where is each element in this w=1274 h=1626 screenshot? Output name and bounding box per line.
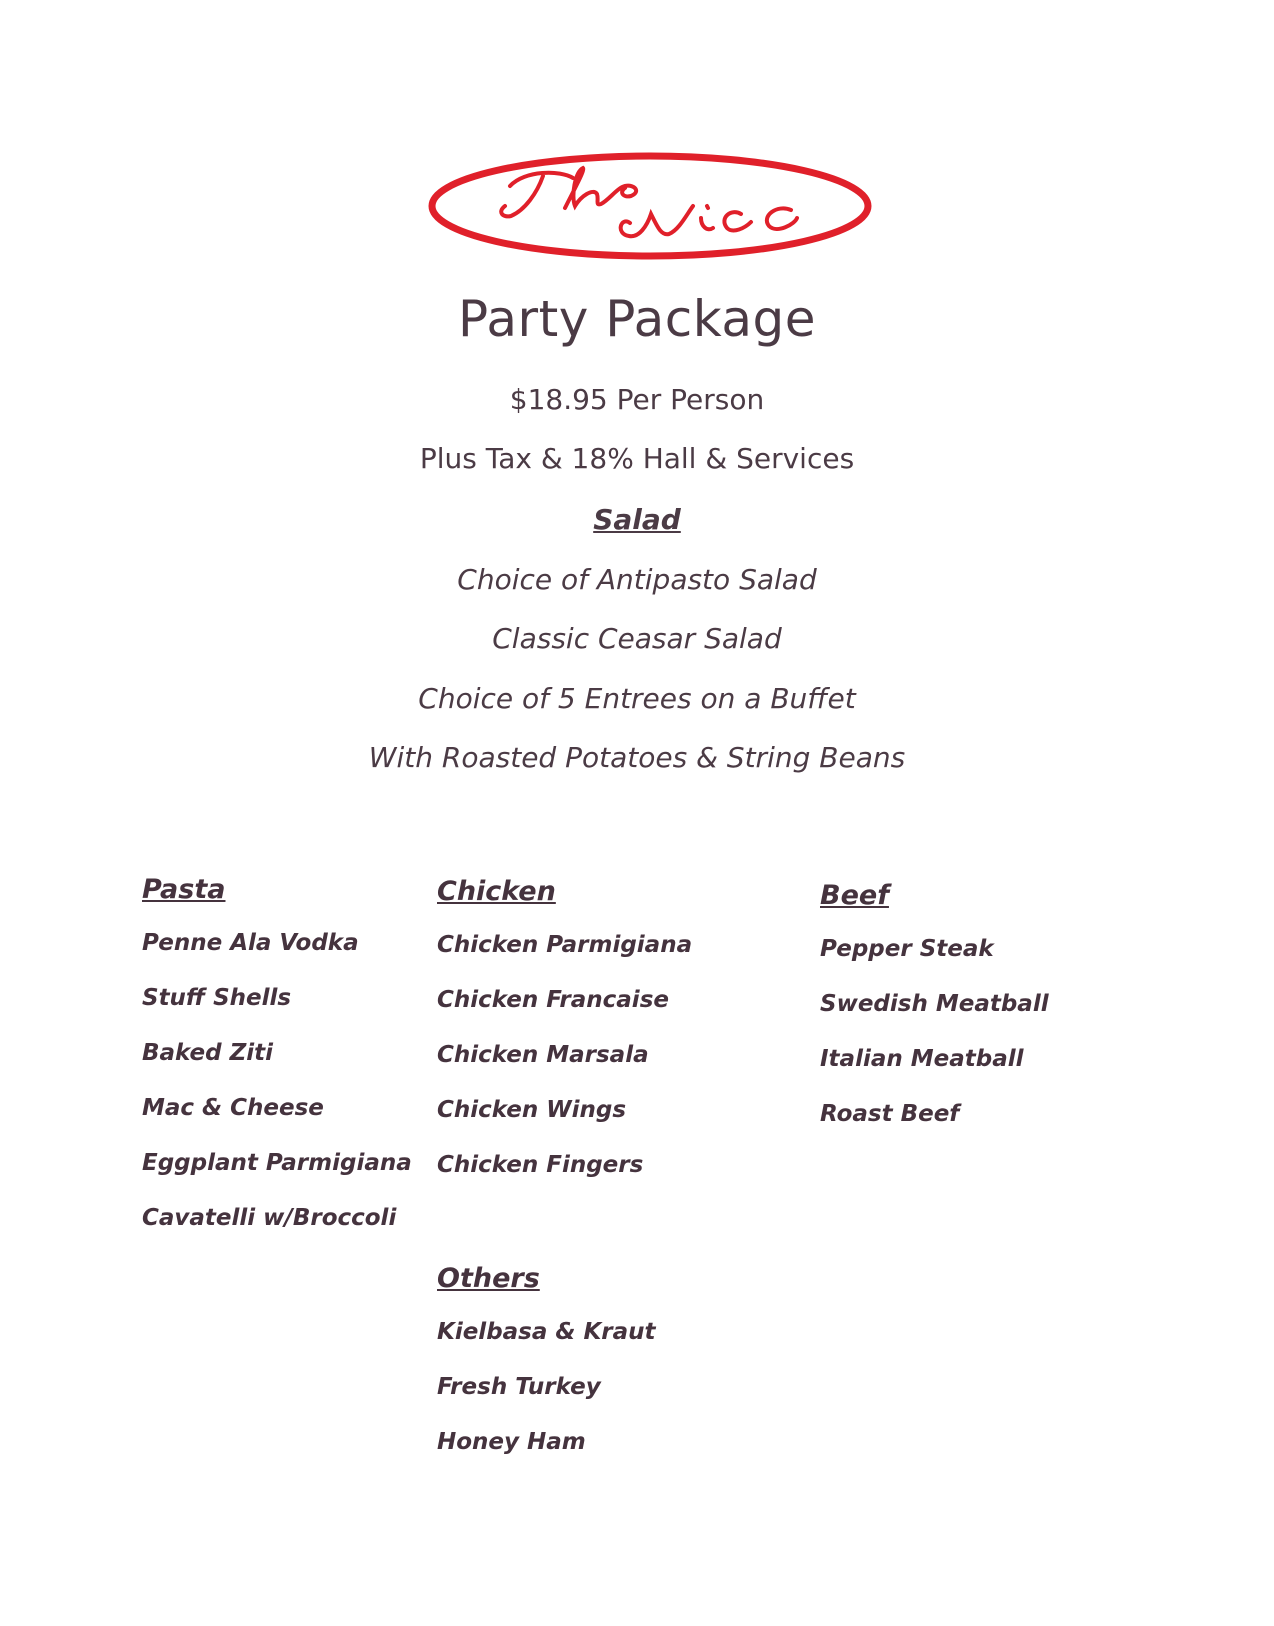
menu-item: Fresh Turkey <box>437 1374 601 1400</box>
pasta-heading: Pasta <box>142 874 226 905</box>
menu-item: Cavatelli w/Broccoli <box>142 1205 397 1231</box>
pasta-section <box>142 874 412 1258</box>
menu-item: Chicken Wings <box>437 1097 627 1123</box>
others-list <box>437 1317 656 1482</box>
chicken-section <box>437 876 692 1205</box>
others-section <box>437 1263 656 1482</box>
menu-item: Penne Ala Vodka <box>142 930 359 956</box>
the-vic-logo <box>425 148 875 264</box>
menu-item: Mac & Cheese <box>142 1095 324 1121</box>
salad-heading: Salad <box>593 503 681 536</box>
sides-line: With Roasted Potatoes & String Beans <box>368 741 906 774</box>
menu-item: Pepper Steak <box>820 936 994 962</box>
menu-item: Swedish Meatball <box>820 991 1049 1017</box>
menu-item: Chicken Francaise <box>437 987 669 1013</box>
entrees-line: Choice of 5 Entrees on a Buffet <box>418 682 856 715</box>
menu-item: Chicken Marsala <box>437 1042 649 1068</box>
beef-section <box>820 880 1049 1154</box>
price-per-person: $18.95 Per Person <box>509 383 765 416</box>
beef-list <box>820 934 1049 1154</box>
pasta-list <box>142 928 412 1258</box>
page-title: Party Package <box>458 290 816 348</box>
menu-item: Honey Ham <box>437 1429 586 1455</box>
menu-item: Eggplant Parmigiana <box>142 1150 412 1176</box>
beef-heading: Beef <box>820 880 889 911</box>
salad-line-caesar: Classic Ceasar Salad <box>492 622 782 655</box>
tax-and-service-note: Plus Tax & 18% Hall & Services <box>419 442 855 475</box>
chicken-heading: Chicken <box>437 876 556 907</box>
menu-item: Chicken Fingers <box>437 1152 644 1178</box>
menu-item: Kielbasa & Kraut <box>437 1319 656 1345</box>
menu-item: Roast Beef <box>820 1101 960 1127</box>
menu-item: Chicken Parmigiana <box>437 932 693 958</box>
menu-item: Baked Ziti <box>142 1040 274 1066</box>
salad-line-antipasto: Choice of Antipasto Salad <box>457 563 817 596</box>
menu-item: Stuff Shells <box>142 985 292 1011</box>
menu-item: Italian Meatball <box>820 1046 1024 1072</box>
others-heading: Others <box>437 1263 540 1294</box>
chicken-list <box>437 930 692 1205</box>
